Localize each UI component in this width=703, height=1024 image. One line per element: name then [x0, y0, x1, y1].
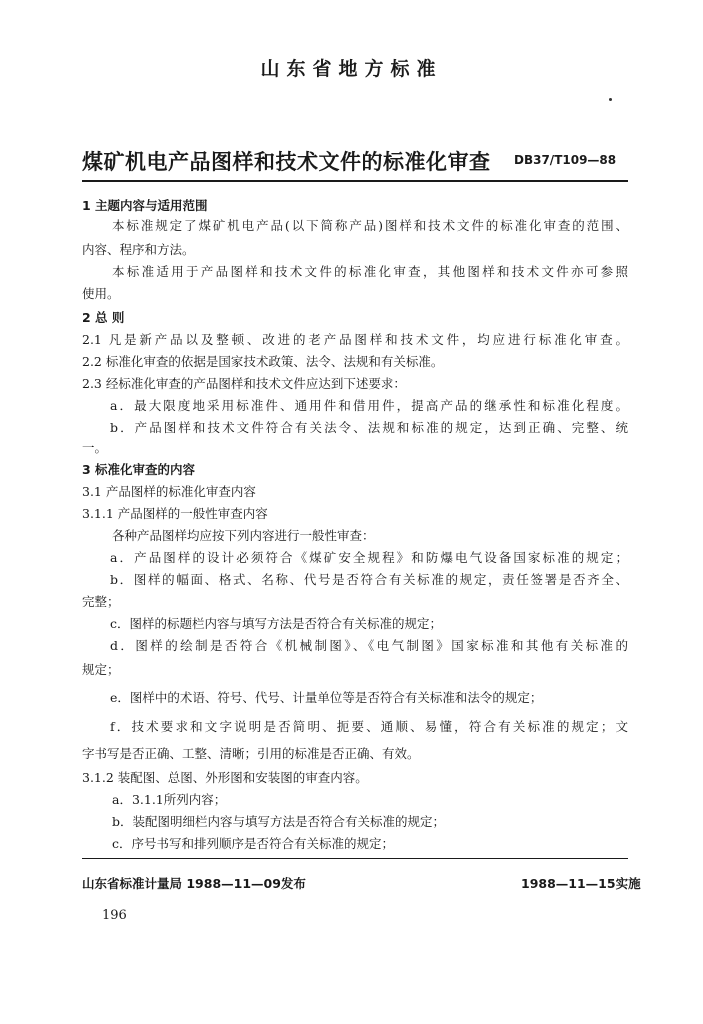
text-line: 3 标准化审查的内容: [82, 462, 196, 477]
text-line: 使用。: [82, 286, 120, 301]
document-header: 山东省地方标准: [260, 58, 443, 80]
text-line: b．装配图明细栏内容与填写方法是否符合有关标准的规定；: [112, 814, 446, 829]
text-line: 字书写是否正确、工整、清晰；引用的标准是否正确、有效。: [82, 746, 420, 761]
text-line: a．最大限度地采用标准件、通用件和借用件，提高产品的继承性和标准化程度。: [110, 398, 628, 413]
text-line: a．3.1.1所列内容；: [112, 792, 227, 807]
effective-date: 1988—11—15实施: [521, 876, 641, 891]
text-line: a．产品图样的设计必须符合《煤矿安全规程》和防爆电气设备国家标准的规定；: [110, 550, 628, 565]
text-line: 2.3 经标准化审查的产品图样和技术文件应达到下述要求：: [82, 376, 406, 391]
text-line: 2.2 标准化审查的依据是国家技术政策、法令、法规和有关标准。: [82, 354, 444, 369]
text-line: e．图样中的术语、符号、代号、计量单位等是否符合有关标准和法令的规定；: [110, 690, 543, 705]
text-line: 规定；: [82, 662, 120, 677]
text-line: b．产品图样和技术文件符合有关法令、法规和标准的规定，达到正确、完整、统: [110, 420, 628, 435]
text-line: 一。: [82, 440, 108, 455]
text-line: c．序号书写和排列顺序是否符合有关标准的规定；: [112, 836, 395, 851]
title-rule: [82, 180, 628, 182]
scan-speck: [609, 98, 612, 101]
text-line: 3.1.2 装配图、总图、外形图和安装图的审查内容。: [82, 770, 368, 785]
standard-code: DB37/T109—88: [514, 153, 617, 167]
text-line: 2 总 则: [82, 310, 125, 325]
text-line: 2.1 凡是新产品以及整顿、改进的老产品图样和技术文件，均应进行标准化审查。: [82, 332, 628, 347]
text-line: d．图样的绘制是否符合《机械制图》、《电气制图》国家标准和其他有关标准的: [110, 638, 628, 653]
text-line: 各种产品图样均应按下列内容进行一般性审查：: [112, 528, 375, 543]
footer-rule: [82, 858, 628, 859]
text-line: 本标准适用于产品图样和技术文件的标准化审查，其他图样和技术文件亦可参照: [112, 264, 628, 279]
document-title: 煤矿机电产品图样和技术文件的标准化审查: [82, 149, 491, 174]
page-number: 196: [102, 908, 127, 923]
text-line: 1 主题内容与适用范围: [82, 198, 208, 213]
text-line: 本标准规定了煤矿机电产品(以下简称产品)图样和技术文件的标准化审查的范围、: [112, 218, 628, 233]
issuer-date: 山东省标准计量局 1988—11—09发布: [82, 876, 306, 891]
text-line: b．图样的幅面、格式、名称、代号是否符合有关标准的规定，责任签署是否齐全、: [110, 572, 628, 587]
text-line: 完整；: [82, 594, 120, 609]
text-line: f．技术要求和文字说明是否简明、扼要、通顺、易懂，符合有关标准的规定；文: [110, 719, 628, 734]
text-line: 内容、程序和方法。: [82, 242, 195, 257]
text-line: 3.1 产品图样的标准化审查内容: [82, 484, 256, 499]
text-line: 3.1.1 产品图样的一般性审查内容: [82, 506, 268, 521]
text-line: c．图样的标题栏内容与填写方法是否符合有关标准的规定；: [110, 616, 443, 631]
